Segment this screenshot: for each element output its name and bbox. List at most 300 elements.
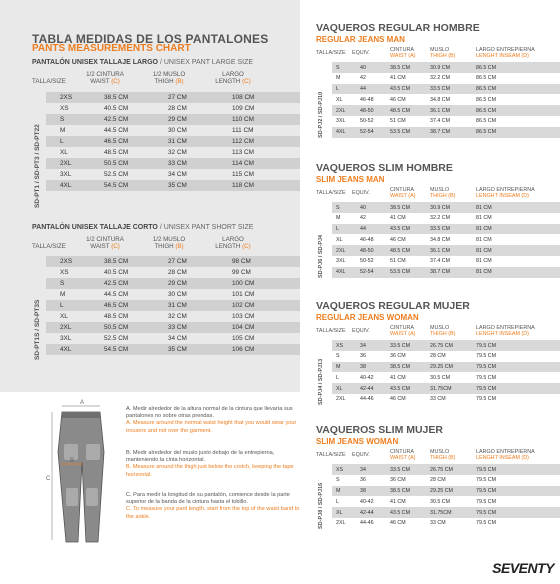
header-inseam-es: LARGO ENTREPIERNA <box>476 187 535 193</box>
value-cell: 102 CM <box>232 302 255 309</box>
value-cell: 33.5 CM <box>430 86 451 93</box>
value-cell: 79.5 CM <box>476 385 497 392</box>
header-inseam-en: LENGHT INSEAM (D) <box>476 53 529 59</box>
value-cell: 30.9 CM <box>430 204 451 211</box>
value-cell: 79.5 CM <box>476 466 497 473</box>
value-cell: 41 CM <box>390 498 406 505</box>
table-row <box>46 114 300 125</box>
short-header-thigh-code: (B) <box>175 243 184 250</box>
table-row <box>46 344 300 355</box>
table-row <box>332 62 560 73</box>
table-row <box>46 322 300 333</box>
value-cell: 81 CM <box>476 215 492 222</box>
value-cell: 36 <box>360 477 366 484</box>
size-cell: 4XL <box>60 182 72 189</box>
header-waist-es: CINTURA <box>390 187 414 193</box>
long-header-length-code: (C) <box>242 78 251 85</box>
value-cell: 52.5 CM <box>104 171 129 178</box>
value-cell: 44-46 <box>360 520 374 527</box>
value-cell: 38.5 CM <box>390 364 411 371</box>
value-cell: 28 CM <box>430 477 446 484</box>
value-cell: 79.5 CM <box>476 488 497 495</box>
section-title: VAQUEROS REGULAR MUJER <box>316 300 470 312</box>
header-thigh-es: MUSLO <box>430 187 450 193</box>
size-cell: 2XL <box>336 520 346 527</box>
value-cell: 79.5 CM <box>476 353 497 360</box>
waistband-icon <box>62 412 100 418</box>
value-cell: 34.8 CM <box>430 236 451 243</box>
value-cell: 38.5 CM <box>390 204 411 211</box>
value-cell: 34 <box>360 342 366 349</box>
value-cell: 36 <box>360 353 366 360</box>
header-thigh-en: THIGH (B) <box>430 455 456 461</box>
size-cell: 3XL <box>60 171 72 178</box>
table-row <box>46 333 300 344</box>
table-row <box>332 116 560 127</box>
long-header-thigh-en: THIGH <box>154 78 174 85</box>
size-cell: 2XL <box>336 396 346 403</box>
instruction-a-es: A. Medir alrededor de la altura normal de la cintura que llevaría sus pantalones no sobre otras prendas. <box>126 406 293 420</box>
size-cell: M <box>336 364 341 371</box>
value-cell: 31 CM <box>168 138 187 145</box>
value-cell: 30.5 CM <box>430 498 451 505</box>
value-cell: 29.25 CM <box>430 488 453 495</box>
chart-subtitle: PANTS MEASUREMENTS CHART <box>32 43 191 54</box>
value-cell: 81 CM <box>476 247 492 254</box>
size-cell: 2XL <box>60 324 72 331</box>
dim-label-c: C <box>46 476 51 482</box>
short-header-waist-code: (C) <box>111 243 120 250</box>
header-thigh-en: THIGH (B) <box>430 331 456 337</box>
size-cell: 3XL <box>60 335 72 342</box>
instruction-a-en: A. Measure around the normal waist height that you would wear your trousers and not over the garment. <box>126 420 297 434</box>
table-row <box>332 394 560 405</box>
table-row <box>46 267 300 278</box>
value-cell: 38 <box>360 364 366 371</box>
value-cell: 54.5 CM <box>104 182 129 189</box>
header-thigh <box>430 449 455 461</box>
table-row <box>46 289 300 300</box>
value-cell: 42.5 CM <box>104 116 129 123</box>
value-cell: 86.5 CM <box>476 64 497 71</box>
header-inseam-en: LENGHT INSEAM (D) <box>476 331 529 337</box>
value-cell: 50.5 CM <box>104 324 129 331</box>
size-cell: M <box>60 127 66 134</box>
long-header-thigh-es: 1/2 MUSLO <box>152 71 186 78</box>
value-cell: 32.2 CM <box>430 215 451 222</box>
instruction-b <box>126 450 302 479</box>
value-cell: 42-44 <box>360 385 374 392</box>
value-cell: 114 CM <box>232 160 254 167</box>
value-cell: 81 CM <box>476 204 492 211</box>
value-cell: 81 CM <box>476 269 492 276</box>
instruction-b-es: B. Medir alrededor del muslo justo debajo de la entrepierna, manteniendo la cinta horizontal. <box>126 450 275 464</box>
value-cell: 33.5 CM <box>390 342 411 349</box>
table-row <box>46 180 300 191</box>
value-cell: 51 CM <box>390 118 406 125</box>
value-cell: 115 CM <box>232 171 254 178</box>
value-cell: 40 <box>360 64 366 71</box>
table-row <box>332 464 560 475</box>
table-row <box>332 256 560 267</box>
table-row <box>46 311 300 322</box>
value-cell: 44.5 CM <box>104 127 129 134</box>
value-cell: 40-42 <box>360 374 374 381</box>
section-subtitle: SLIM JEANS MAN <box>316 175 385 184</box>
value-cell: 28 CM <box>168 269 187 276</box>
value-cell: 38 <box>360 488 366 495</box>
short-header-waist-es: 1/2 CINTURA <box>86 236 124 243</box>
value-cell: 79.5 CM <box>476 342 497 349</box>
table-row <box>46 125 300 136</box>
size-cell: XL <box>336 509 343 516</box>
header-equiv: EQUIV. <box>352 50 370 56</box>
value-cell: 26.75 CM <box>430 342 453 349</box>
value-cell: 34 CM <box>168 335 187 342</box>
size-cell: M <box>60 291 66 298</box>
value-cell: 27 CM <box>168 94 187 101</box>
long-header-waist <box>84 71 126 85</box>
size-cell: XS <box>336 466 344 473</box>
value-cell: 48.5 CM <box>104 149 129 156</box>
value-cell: 46-48 <box>360 236 374 243</box>
header-inseam-en: LENGHT INSEAM (D) <box>476 455 529 461</box>
size-cell: 4XL <box>336 269 346 276</box>
value-cell: 86.5 CM <box>476 96 497 103</box>
value-cell: 118 CM <box>232 182 254 189</box>
value-cell: 41 CM <box>390 374 406 381</box>
value-cell: 28 CM <box>168 105 187 112</box>
value-cell: 30 CM <box>168 291 187 298</box>
size-cell: M <box>336 215 341 222</box>
header-thigh-es: MUSLO <box>430 449 450 455</box>
value-cell: 38.5 CM <box>390 64 411 71</box>
header-thigh-es: MUSLO <box>430 325 450 331</box>
long-header-size: TALLA/SIZE <box>32 78 66 85</box>
table-row <box>332 351 560 362</box>
value-cell: 48-50 <box>360 107 374 114</box>
table-row <box>332 372 560 383</box>
value-cell: 44-46 <box>360 396 374 403</box>
short-header-thigh-es: 1/2 MUSLO <box>152 236 186 243</box>
value-cell: 37.4 CM <box>430 118 451 125</box>
value-cell: 35 CM <box>168 346 187 353</box>
short-header-waist <box>84 236 126 250</box>
value-cell: 79.5 CM <box>476 374 497 381</box>
value-cell: 40.5 CM <box>104 105 129 112</box>
seventy-logo: SEVENTY <box>492 560 554 576</box>
short-header-length <box>212 236 254 250</box>
value-cell: 48.5 CM <box>390 107 411 114</box>
left-panel <box>0 0 300 392</box>
value-cell: 30.9 CM <box>430 64 451 71</box>
size-cell: XL <box>60 313 68 320</box>
size-cell: 2XL <box>60 160 72 167</box>
long-size-heading-en: / UNISEX PANT LARGE SIZE <box>158 59 254 66</box>
value-cell: 33.5 CM <box>390 466 411 473</box>
long-header-length <box>212 71 254 85</box>
value-cell: 43.5 CM <box>390 385 411 392</box>
table-row <box>332 507 560 518</box>
value-cell: 98 CM <box>232 258 251 265</box>
value-cell: 79.5 CM <box>476 498 497 505</box>
long-size-heading-es: PANTALÓN UNISEX TALLAJE LARGO <box>32 59 158 66</box>
value-cell: 112 CM <box>232 138 254 145</box>
instruction-c <box>126 492 302 521</box>
value-cell: 44.5 CM <box>104 291 129 298</box>
jeans-size-table <box>332 62 560 138</box>
size-cell: XL <box>336 236 343 243</box>
long-header-length-en: LENGTH <box>215 78 241 85</box>
size-cell: 4XL <box>336 129 346 136</box>
value-cell: 51 CM <box>390 258 406 265</box>
value-cell: 100 CM <box>232 280 255 287</box>
header-thigh-en: THIGH (B) <box>430 53 456 59</box>
table-row <box>46 103 300 114</box>
value-cell: 86.5 CM <box>476 129 497 136</box>
header-waist-es: CINTURA <box>390 47 414 53</box>
table-row <box>332 486 560 497</box>
value-cell: 44 <box>360 226 366 233</box>
table-row <box>332 245 560 256</box>
value-cell: 41 CM <box>390 75 406 82</box>
table-row <box>46 278 300 289</box>
header-waist <box>390 449 415 461</box>
size-cell: S <box>336 64 340 71</box>
dim-label-b: B <box>70 458 75 464</box>
value-cell: 79.5 CM <box>476 364 497 371</box>
short-header-length-en: LENGTH <box>215 243 241 250</box>
value-cell: 48.5 CM <box>390 247 411 254</box>
table-row <box>332 213 560 224</box>
short-header-thigh-en: THIGH <box>154 243 174 250</box>
value-cell: 31 CM <box>168 302 187 309</box>
short-header-length-es: LARGO <box>222 236 244 243</box>
measure-guide <box>0 392 304 584</box>
value-cell: 79.5 CM <box>476 477 497 484</box>
section-subtitle: REGULAR JEANS MAN <box>316 35 405 44</box>
header-waist-es: CINTURA <box>390 449 414 455</box>
value-cell: 42.5 CM <box>104 280 129 287</box>
header-inseam <box>476 325 535 337</box>
chart-title: TABLA MEDIDAS DE LOS PANTALONES <box>32 32 269 46</box>
table-row <box>46 147 300 158</box>
header-waist <box>390 325 415 337</box>
header-thigh <box>430 187 455 199</box>
long-size-table <box>46 92 300 191</box>
value-cell: 26.75 CM <box>430 466 453 473</box>
value-cell: 46 CM <box>390 236 406 243</box>
section-title: VAQUEROS REGULAR HOMBRE <box>316 22 480 34</box>
value-cell: 46 CM <box>390 96 406 103</box>
value-cell: 32 CM <box>168 313 187 320</box>
table-row <box>332 73 560 84</box>
long-header-thigh-code: (B) <box>175 78 184 85</box>
table-row <box>46 92 300 103</box>
value-cell: 36.1 CM <box>430 247 451 254</box>
size-cell: 3XL <box>336 118 346 125</box>
value-cell: 86.5 CM <box>476 118 497 125</box>
value-cell: 36 CM <box>390 353 406 360</box>
value-cell: 48.5 CM <box>104 313 129 320</box>
value-cell: 81 CM <box>476 258 492 265</box>
header-equiv: EQUIV. <box>352 328 370 334</box>
header-inseam <box>476 187 535 199</box>
value-cell: 53.5 CM <box>390 269 411 276</box>
short-header-thigh <box>148 236 190 250</box>
value-cell: 52-54 <box>360 269 374 276</box>
table-row <box>332 362 560 373</box>
table-row <box>332 84 560 95</box>
value-cell: 42-44 <box>360 509 374 516</box>
value-cell: 79.5 CM <box>476 509 497 516</box>
short-models-label: SD-PT1S / SD-PT3S <box>34 299 41 360</box>
header-inseam-es: LARGO ENTREPIERNA <box>476 325 535 331</box>
size-cell: XS <box>60 105 69 112</box>
header-inseam <box>476 47 535 59</box>
size-cell: XL <box>336 385 343 392</box>
size-cell: 2XL <box>336 107 346 114</box>
size-cell: L <box>60 302 64 309</box>
short-size-heading-en: / UNISEX PANT SHORT SIZE <box>157 224 254 231</box>
value-cell: 86.5 CM <box>476 107 497 114</box>
header-inseam-en: LENGHT INSEAM (D) <box>476 193 529 199</box>
pants-diagram <box>0 392 120 584</box>
short-header-size: TALLA/SIZE <box>32 243 66 250</box>
long-size-heading <box>32 59 253 66</box>
jeans-size-table <box>332 340 560 405</box>
pants-silhouette-icon <box>58 412 104 542</box>
size-cell: XS <box>336 342 344 349</box>
long-header-waist-en: WAIST <box>90 78 110 85</box>
value-cell: 33 CM <box>168 160 187 167</box>
long-header-thigh <box>148 71 190 85</box>
value-cell: 110 CM <box>232 116 254 123</box>
value-cell: 46 CM <box>390 520 406 527</box>
value-cell: 34.8 CM <box>430 96 451 103</box>
instruction-a <box>126 406 302 435</box>
value-cell: 106 CM <box>232 346 255 353</box>
section-title: VAQUEROS SLIM MUJER <box>316 424 443 436</box>
section-title: VAQUEROS SLIM HOMBRE <box>316 162 453 174</box>
table-row <box>46 158 300 169</box>
header-equiv: EQUIV. <box>352 452 370 458</box>
value-cell: 40 <box>360 204 366 211</box>
header-size: TALLA/SIZE <box>316 190 346 196</box>
value-cell: 86.5 CM <box>476 86 497 93</box>
value-cell: 46.5 CM <box>104 138 129 145</box>
value-cell: 38.7 CM <box>430 129 451 136</box>
value-cell: 50-52 <box>360 118 374 125</box>
value-cell: 32 CM <box>168 149 187 156</box>
size-cell: S <box>336 353 340 360</box>
header-equiv: EQUIV. <box>352 190 370 196</box>
long-header-length-es: LARGO <box>222 71 244 78</box>
value-cell: 36.1 CM <box>430 107 451 114</box>
right-panel <box>304 0 560 584</box>
size-cell: L <box>336 498 339 505</box>
value-cell: 105 CM <box>232 335 255 342</box>
section-models-label: SD-PJ6 / SD-PJ4 <box>318 234 324 278</box>
header-size: TALLA/SIZE <box>316 452 346 458</box>
value-cell: 50.5 CM <box>104 160 129 167</box>
value-cell: 29 CM <box>168 116 187 123</box>
short-size-heading <box>32 224 253 231</box>
value-cell: 30.5 CM <box>430 374 451 381</box>
value-cell: 38.5 CM <box>390 488 411 495</box>
header-waist <box>390 47 415 59</box>
size-cell: 3XL <box>336 258 346 265</box>
value-cell: 50-52 <box>360 258 374 265</box>
table-row <box>332 234 560 245</box>
value-cell: 81 CM <box>476 226 492 233</box>
knee-pad-left-icon <box>66 488 78 506</box>
header-thigh <box>430 47 455 59</box>
header-size: TALLA/SIZE <box>316 328 346 334</box>
value-cell: 46 CM <box>390 396 406 403</box>
table-row <box>332 94 560 105</box>
value-cell: 28 CM <box>430 353 446 360</box>
header-inseam-es: LARGO ENTREPIERNA <box>476 449 535 455</box>
value-cell: 41 CM <box>390 215 406 222</box>
size-cell: S <box>336 477 340 484</box>
value-cell: 37.4 CM <box>430 258 451 265</box>
size-cell: L <box>336 226 339 233</box>
size-cell: L <box>336 374 339 381</box>
value-cell: 38.5 CM <box>104 258 129 265</box>
value-cell: 111 CM <box>232 127 254 134</box>
value-cell: 113 CM <box>232 149 254 156</box>
table-row <box>332 475 560 486</box>
header-thigh-en: THIGH (B) <box>430 193 456 199</box>
value-cell: 36 CM <box>390 477 406 484</box>
value-cell: 46.5 CM <box>104 302 129 309</box>
size-cell: 2XS <box>60 258 73 265</box>
value-cell: 42 <box>360 75 366 82</box>
header-inseam-es: LARGO ENTREPIERNA <box>476 47 535 53</box>
header-waist-en: WAIST (A) <box>390 455 416 461</box>
table-row <box>332 127 560 138</box>
value-cell: 52-54 <box>360 129 374 136</box>
table-row <box>332 224 560 235</box>
value-cell: 38.7 CM <box>430 269 451 276</box>
section-models-label: SD-PJ8 / SD-PJ16 <box>318 482 324 529</box>
value-cell: 40-42 <box>360 498 374 505</box>
value-cell: 43.5 CM <box>390 509 411 516</box>
value-cell: 101 CM <box>232 291 255 298</box>
size-cell: L <box>336 86 339 93</box>
short-size-table <box>46 256 300 355</box>
header-thigh <box>430 325 455 337</box>
value-cell: 79.5 CM <box>476 520 497 527</box>
instruction-c-es: C. Para medir la longitud de su pantalón, comience desde la parte superior de la banda de la cintura hasta el tobillo. <box>126 492 290 506</box>
size-cell: S <box>336 204 340 211</box>
size-cell: XL <box>60 149 68 156</box>
table-row <box>332 340 560 351</box>
size-cell: S <box>60 116 65 123</box>
value-cell: 44 <box>360 86 366 93</box>
header-waist-en: WAIST (A) <box>390 53 416 59</box>
value-cell: 33 CM <box>430 520 446 527</box>
size-cell: M <box>336 75 341 82</box>
value-cell: 40.5 CM <box>104 269 129 276</box>
value-cell: 103 CM <box>232 313 255 320</box>
value-cell: 27 CM <box>168 258 187 265</box>
table-row <box>332 496 560 507</box>
long-header-waist-es: 1/2 CINTURA <box>86 71 124 78</box>
size-cell: L <box>60 138 64 145</box>
value-cell: 38.5 CM <box>104 94 129 101</box>
